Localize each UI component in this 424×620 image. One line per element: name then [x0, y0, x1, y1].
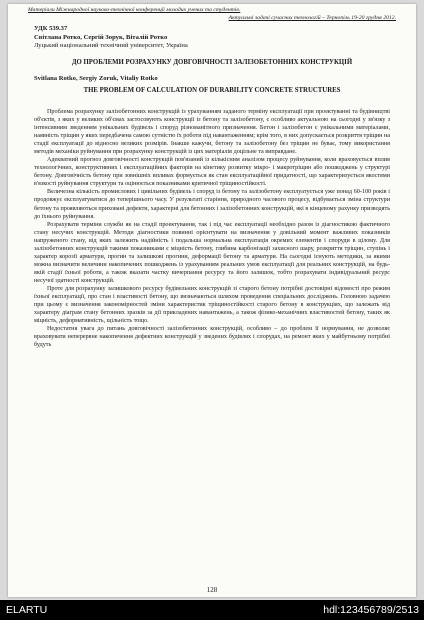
- handle-identifier[interactable]: hdl:123456789/2513: [323, 604, 419, 616]
- paragraph-1: Проблема розрахунку залізобетонних конструкцій із урахуванням заданого терміну експлуатації при проектуванні та будівництві об'єктів, з яких у великих об'ємах застосовують конструкції із бетону та залізобетону, є особливо актуальною на сьогодні у зв'язку з інтенсивним зведенням унікальних будівель і споруд різноманітного призначення. Бетон і залізобетон є унікальними матеріалами, наявність тріщин у яких передбачена самою сутністю їх роботи під навантаженням; крім того, в них допускається розкриття тріщин на стадії експлуатації до відносно великих розмірів. Інакше кажучи, бетону та залізобетону без тріщин не буває, тому використання методів механіки руйнування при розрахунку конструкцій із цих матеріалів доцільне та виправдане.: [34, 108, 390, 156]
- header-line-2: Актуальні задачі сучасних технологій – Тернопіль 19-20 грудня 2012.: [228, 15, 396, 21]
- repository-footer-bar: [0, 600, 424, 620]
- conference-header: [28, 6, 396, 22]
- header-line-1: Матеріали Міжнародної науково-технічної конференції молодих учених та студентів.: [28, 7, 241, 13]
- authors-english: Svitlana Rotko, Sergiy Zoruk, Vitaliy Rotko: [34, 75, 158, 83]
- paragraph-3: Величезна кількість промислових і цивільних будівель і споруд із бетону та залізобетону експлуатується уже понад 60-100 років і продовжує експлуатуватися до теперішнього часу. У результаті старіння, природного часового процесу, відбувається зміна структури бетону та проявляються приховані дефекти, характерні для бетонних і залізобетонних конструкцій, які в кінцевому рахунку призводять до їхнього руйнування.: [34, 189, 390, 220]
- paragraph-4: Розрахувати терміни служби як на стадії проектування, так і під час експлуатації необхідно разом із діагностикою фактичного стану несучих конструкцій. Методи діагностики повинні орієнтувати на визначення у довільний момент важливих показників напруженого стану, від яких залежить надійність і подальша нормальна експлуатація окремих елементів і споруди в цілому. Для залізобетонних конструкцій такими показниками є міцність бетону, глибина карбонізації захисного шару, розкриття тріщин, ступінь і характер корозії арматури, прогин та залишкові прогини, деформації бетону та арматури. На сьогодні існують методики, за якими можна визначити величини накопичених пошкоджень із урахуванням реальних умов експлуатації для реальних конструкцій, на будь-якій стадії їхньої роботи, а також вказати частку вичерпання ресурсу та його залишок, тобто розрахувати індивідуальний ресурс несучої здатності конструкцій.: [34, 221, 390, 284]
- title-ukrainian: ДО ПРОБЛЕМИ РОЗРАХУНКУ ДОВГОВІЧНОСТІ ЗАЛІЗОБЕТОННИХ КОНСТРУКЦІЙ: [71, 58, 353, 66]
- document-page: [8, 4, 416, 597]
- authors-ukrainian: Світлана Ротко, Сергій Зорук, Віталій Ротко: [34, 33, 168, 41]
- title-english: THE PROBLEM OF CALCULATION OF DURABILITY CONCRETE STRUCTURES: [83, 87, 341, 95]
- udk-code: УДК 539.37: [34, 25, 68, 32]
- repository-name: ELARTU: [6, 604, 48, 616]
- paragraph-5: Проте для розрахунку залишкового ресурсу будівельних конструкцій зі старого бетону потрібні достовірні відомості про режим їхньої експлуатації, про стан і властивості бетону, що визначаються шляхом проведення спеціальних досліджень. Головною задачею при цьому є визначення закономірностей зміни характеристик тріщиностійкості старого бетону в конструкціях, що залежать від характеру діаграм стану бетонних зразків за дії прикладених навантажень, а також фізико-механічних властивостей бетону, таких як міцність, деформативність, щільність тощо.: [34, 286, 390, 325]
- affiliation: Луцький національний технічний університет, Україна: [34, 42, 188, 50]
- article-meta: [34, 25, 390, 51]
- page-number: 128: [206, 586, 218, 594]
- article-body: [34, 108, 390, 349]
- paragraph-6: Недостатня увага до питань довговічності залізобетонних конструкцій, особливо – до проблем її нормування, не дозволяє враховувати неперервне накопичення дефектних конструкцій у зведених будівлях і спорудах, на ремонт яких у майбутньому потрібні будуть: [34, 326, 390, 349]
- paragraph-2: Адекватний прогноз довговічності конструкцій пов'язаний із кількісним аналізом процесу руйнування, коли враховується вплив технологічних, конструктивних і експлуатаційних факторів на кінетику розвитку мікро- і макротріщин або пошкоджень у структурі бетону. Довговічність бетону при зовнішніх впливах формується як стан експлуатаційної придатності, що характеризується якостями в'язкості руйнування структури та оцінюється показниками критичної тріщиностійкості.: [34, 157, 390, 188]
